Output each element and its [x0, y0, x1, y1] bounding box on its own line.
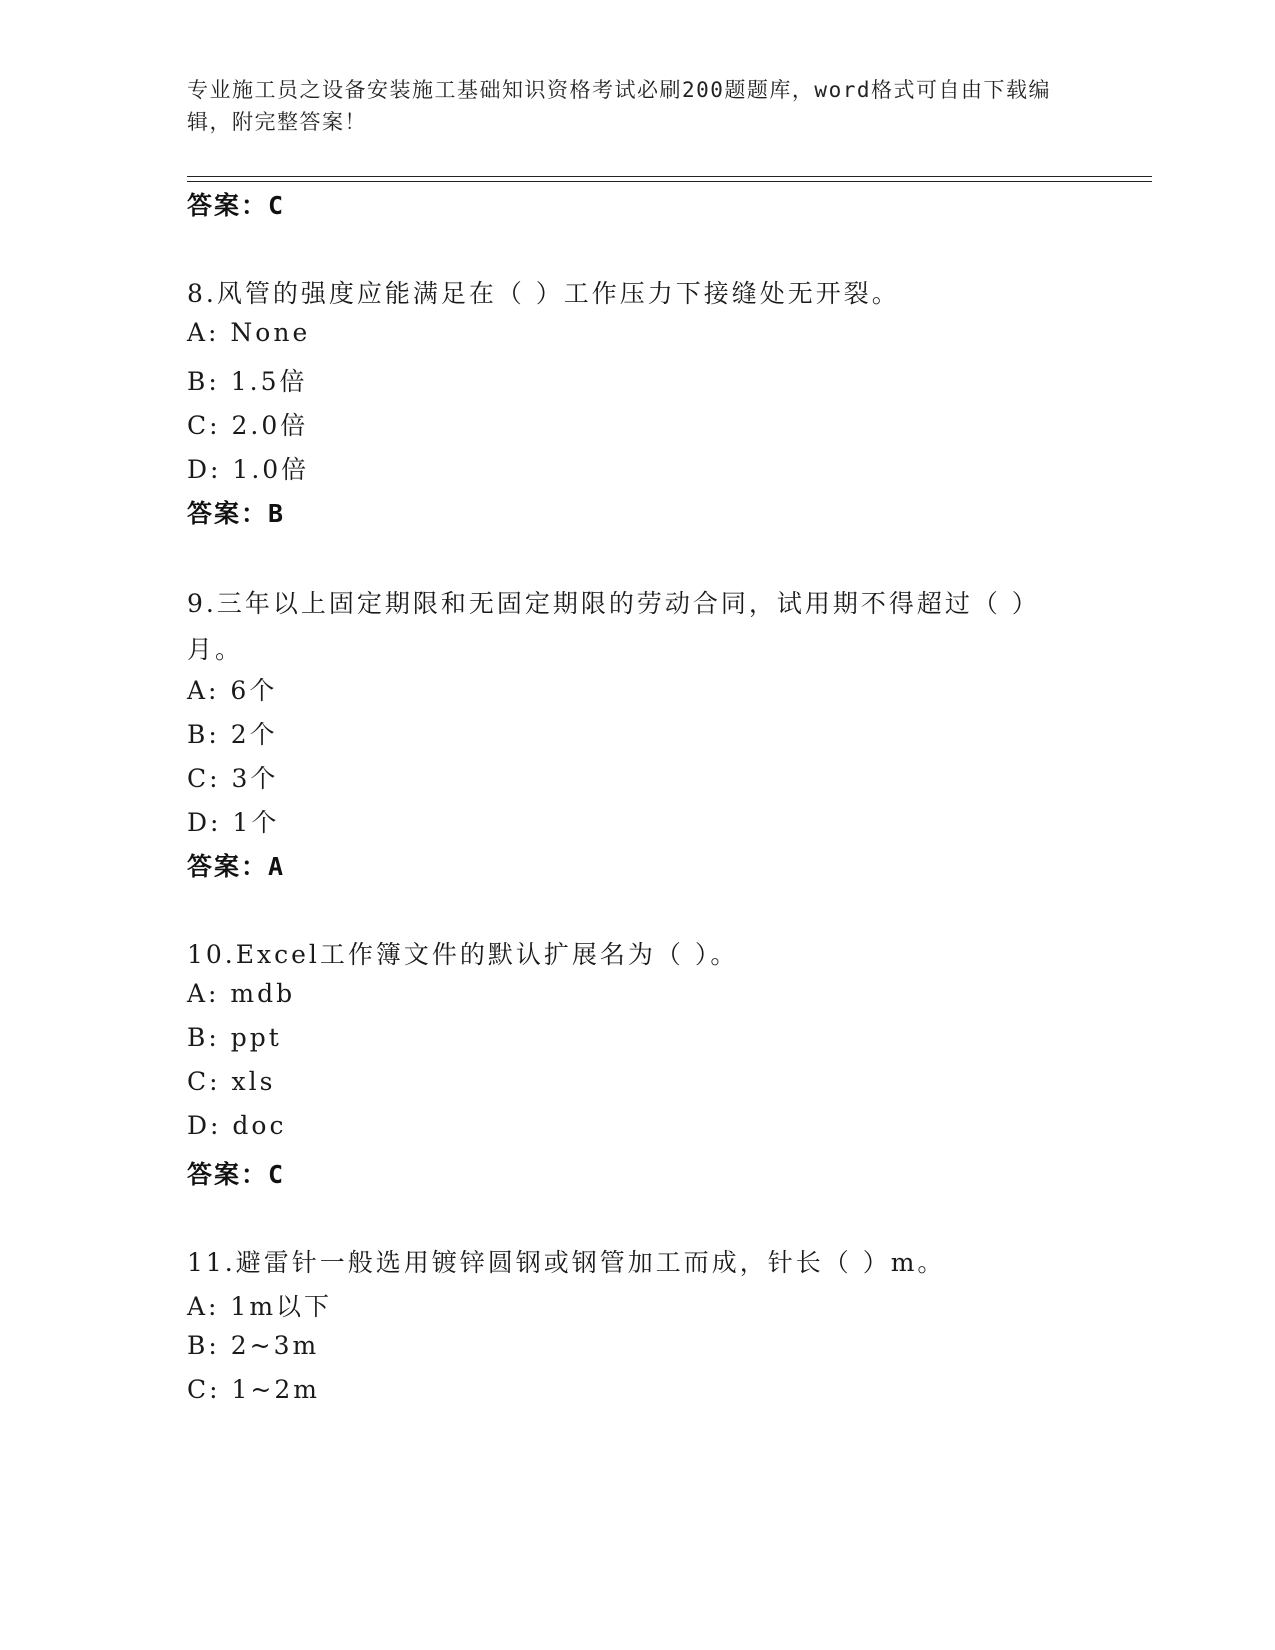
question-10-answer: 答案：C: [187, 1160, 286, 1189]
document-header: 专业施工员之设备安装施工基础知识资格考试必刷200题题库，word格式可自由下载编辑，附完整答案！: [187, 78, 1051, 134]
question-10-option-c: C: xls: [187, 1067, 276, 1096]
question-8-answer: 答案：B: [187, 499, 286, 528]
question-10-option-b: B: ppt: [187, 1023, 282, 1052]
question-8-option-d: D: 1.0倍: [187, 455, 310, 484]
question-10-option-d: D: doc: [187, 1111, 287, 1140]
question-10-text: 10.Excel工作簿文件的默认扩展名为（ ）。: [187, 940, 739, 969]
question-10-option-a: A: mdb: [187, 979, 296, 1008]
question-11-option-b: B: 2~3m: [187, 1331, 320, 1360]
question-8-option-b: B: 1.5倍: [187, 367, 308, 396]
question-8-text: 8.风管的强度应能满足在（ ）工作压力下接缝处无开裂。: [187, 279, 900, 308]
question-9-answer: 答案：A: [187, 852, 286, 881]
question-8-option-c: C: 2.0倍: [187, 411, 309, 440]
question-8-option-a: A: None: [187, 318, 311, 347]
question-9-option-c: C: 3个: [187, 764, 279, 793]
question-11-text: 11.避雷针一般选用镀锌圆钢或钢管加工而成，针长（ ）m。: [187, 1248, 946, 1277]
header-rule-top: [187, 176, 1152, 177]
question-11-option-a: A: 1m以下: [187, 1292, 333, 1321]
question-11-option-c: C: 1~2m: [187, 1375, 320, 1404]
question-9-option-b: B: 2个: [187, 720, 278, 749]
question-9-option-a: A: 6个: [187, 676, 278, 705]
header-rule-bottom: [187, 181, 1152, 182]
answer-q7: 答案：C: [187, 191, 286, 220]
question-9-text: 9.三年以上固定期限和无固定期限的劳动合同，试用期不得超过（ ）月。: [187, 589, 1040, 664]
question-9-option-d: D: 1个: [187, 808, 280, 837]
